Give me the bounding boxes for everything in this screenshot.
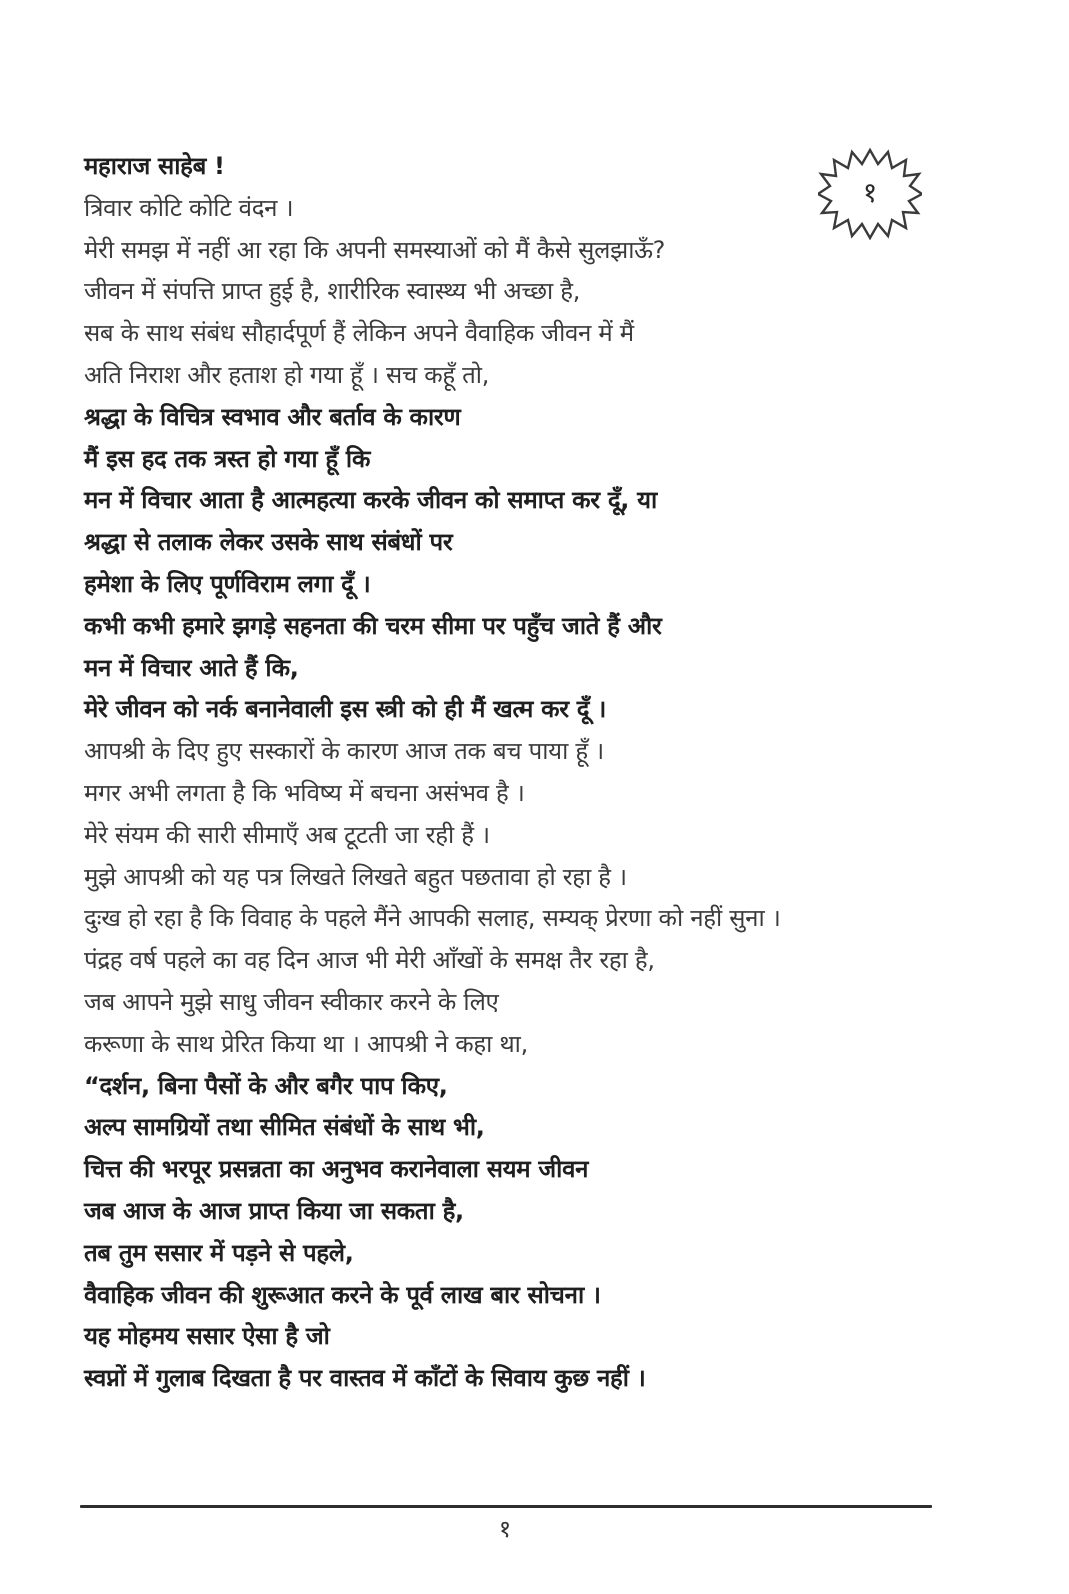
text-line: मन में विचार आते हैं कि, [84, 653, 299, 682]
quote-line: चित्त की भरपूर प्रसन्नता का अनुभव करानेवाला सयम जीवन [84, 1155, 589, 1184]
quote-line: जब आज के आज प्राप्त किया जा सकता है, [84, 1196, 464, 1225]
quote-line: तब तुम ससार में पड़ने से पहले, [84, 1238, 354, 1267]
text-line: कभी कभी हमारे झगड़े सहनता की चरम सीमा पर पहुँच जाते हैं और [84, 611, 662, 640]
quote-line: वैवाहिक जीवन की शुरूआत करने के पूर्व लाख बार सोचना । [84, 1280, 601, 1309]
text-line: जीवन में संपत्ति प्राप्त हुई है, शारीरिक स्वास्थ्य भी अच्छा है, [84, 277, 581, 306]
letter-body [84, 146, 944, 1400]
quote-line: यह मोहमय ससार ऐसा है जो [84, 1322, 330, 1351]
text-line: अति निराश और हताश हो गया हूँ । सच कहूँ तो, [84, 360, 490, 389]
quote-line: अल्प सामग्रियों तथा सीमित संबंधों के साथ भी, [84, 1113, 485, 1142]
text-line: मुझे आपश्री को यह पत्र लिखते लिखते बहुत पछतावा हो रहा है । [84, 862, 627, 891]
text-line: जब आपने मुझे साधु जीवन स्वीकार करने के लिए [84, 987, 499, 1016]
text-line: मेरी समझ में नहीं आ रहा कि अपनी समस्याओं को मैं कैसे सुलझाऊँ? [84, 235, 666, 264]
text-line: दुःख हो रहा है कि विवाह के पहले मैंने आपकी सलाह, सम्यक् प्रेरणा को नहीं सुना । [84, 904, 781, 933]
salutation-line: महाराज साहेब ! [84, 152, 225, 180]
quote-line: “दर्शन, बिना पैसों के और बगैर पाप किए, [84, 1071, 448, 1100]
text-line: हमेशा के लिए पूर्णविराम लगा दूँ । [84, 569, 371, 598]
text-line: मैं इस हद तक त्रस्त हो गया हूँ कि [84, 444, 371, 473]
text-line: श्रद्धा से तलाक लेकर उसके साथ संबंधों पर [84, 528, 453, 557]
chapter-number: १ [862, 176, 878, 209]
text-line: पंद्रह वर्ष पहले का वह दिन आज भी मेरी आँखों के समक्ष तैर रहा है, [84, 946, 655, 975]
text-line: सब के साथ संबंध सौहार्दपूर्ण हैं लेकिन अपने वैवाहिक जीवन में मैं [84, 319, 634, 348]
text-line: मेरे संयम की सारी सीमाएँ अब टूटती जा रही हैं । [84, 820, 490, 849]
text-line: करूणा के साथ प्रेरित किया था । आपश्री ने कहा था, [84, 1029, 528, 1058]
text-line: मन में विचार आता है आत्महत्या करके जीवन को समाप्त कर दूँ, या [84, 486, 657, 515]
footer-divider [80, 1505, 932, 1508]
text-line: श्रद्धा के विचित्र स्वभाव और बर्ताव के कारण [84, 402, 461, 431]
page-number: १ [498, 1515, 512, 1543]
text-line: आपश्री के दिए हुए सस्कारों के कारण आज तक बच पाया हूँ । [84, 737, 604, 766]
quote-line: स्वप्नों में गुलाब दिखता है पर वास्तव में काँटों के सिवाय कुछ नहीं । [84, 1364, 646, 1393]
text-line: मगर अभी लगता है कि भविष्य में बचना असंभव है । [84, 778, 525, 807]
text-line: त्रिवार कोटि कोटि वंदन । [84, 193, 294, 222]
text-line: मेरे जीवन को नर्क बनानेवाली इस स्त्री को ही मैं खत्म कर दूँ । [84, 695, 607, 724]
